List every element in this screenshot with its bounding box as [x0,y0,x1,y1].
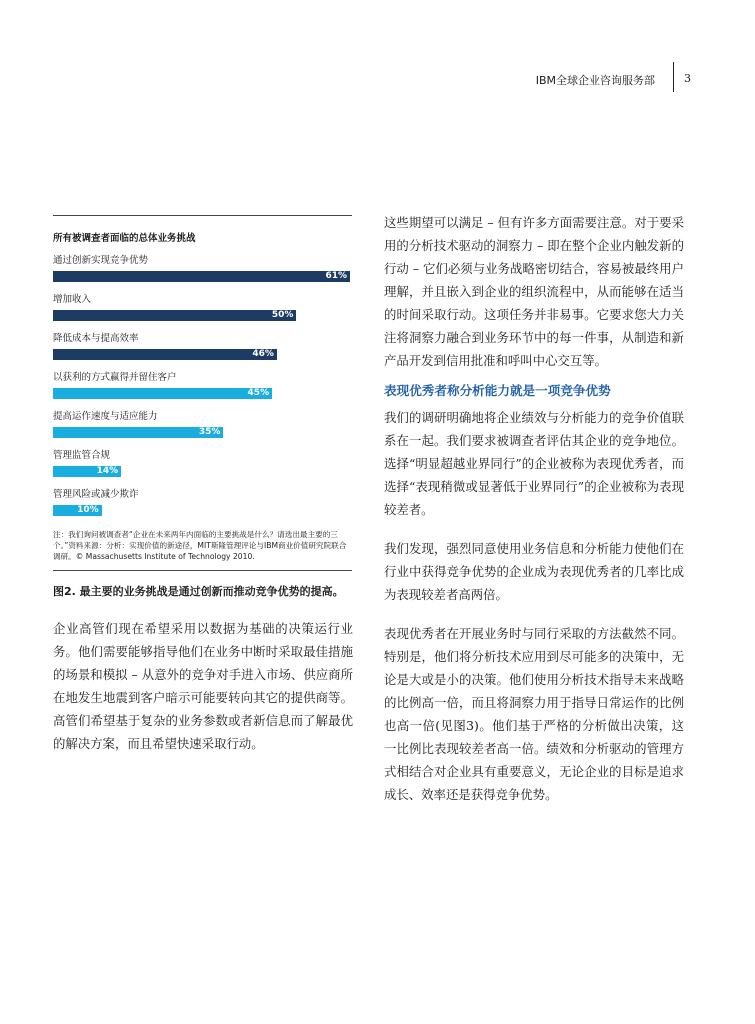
bar-value-label: 14% [96,466,119,476]
chart-bar [53,349,277,360]
category-label: 增加收入 [53,294,92,305]
category-label: 提高运作速度与适应能力 [53,411,158,422]
chart-bar [53,466,121,477]
category-label: 降低成本与提高效率 [53,333,139,344]
right-paragraph-3: 我们发现，强烈同意使用业务信息和分析能力使他们在行业中获得竞争优势的企业成为表现优秀者的几率比成为表现较差者高两倍。 [384,541,684,602]
category-label: 管理风险或减少欺诈 [53,489,139,500]
chart-category-row [53,285,352,324]
right-paragraph-1: 这些期望可以满足 – 但有许多方面需要注意。对于要采用的分析技术驱动的洞察力 – 即在整个企业内触发新的行动 – 它们必须与业务战略密切结合，容易被最终用户理解，并且嵌入到企业的组织流程中，从而能够在适当的时间采取行动。这项任务并非易事。它要求您大力关注将洞察力融合到业务环节中的每一件事，从制造和新产品开发到信用批准和呼叫中心交互等。 [384,215,684,368]
bar-value-label: 10% [77,505,99,515]
chart-category-row [53,402,352,441]
left-body-paragraph: 企业高管们现在希望采用以数据为基础的决策运行业务。他们需要能够指导他们在业务中断时采取最佳措施的场景和模拟 – 从意外的竞争对手进入市场、供应商所在地发生地震到客户暗示可能要转向其它的提供商等。高管们希望基于复杂的业务参数或者新信息而了解最优的解决方案，而且希望快速采取行动。 [53,621,353,751]
chart-category-row [53,441,352,480]
right-column [384,211,684,806]
chart-category-row [53,480,352,519]
figure-caption: 图2. 最主要的业务挑战是通过创新而推动竞争优势的提高。 [53,585,344,598]
chart-note: 注：我们询问被调查者“企业在未来两年内面临的主要挑战是什么？请选出最主要的三个。”资料来源：分析：实现价值的新途径，MIT斯隆管理评论与IBM商业价值研究院联合调研。© Massachusetts Institute of Technology 2010. [53,530,347,561]
bar-value-label: 61% [325,271,347,281]
chart-top-rule [53,215,352,216]
chart-bottom-rule [53,570,352,571]
bar-value-label: 46% [252,349,274,359]
chart-category-row [53,363,352,402]
chart-bar [53,427,223,438]
category-label: 管理监管合规 [53,450,111,461]
department-name: IBM全球企业咨询服务部 [535,74,655,87]
chart-category-row [53,324,352,363]
bar-value-label: 45% [247,388,270,398]
bar-value-label: 50% [271,310,294,320]
right-paragraph-2: 我们的调研明确地将企业绩效与分析能力的竞争价值联系在一起。我们要求被调查者评估其企业的竞争地位。选择“明显超越业界同行”的企业被称为表现优秀者，而选择“表现稍微或显著低于业界同行”的企业被称为表现较差者。 [384,410,684,517]
chart-title: 所有被调查者面临的总体业务挑战 [53,233,196,244]
category-label: 通过创新实现竞争优势 [53,255,149,266]
right-paragraph-4: 表现优秀者在开展业务时与同行采取的方法截然不同。特别是，他们将分析技术应用到尽可能多的决策中，无论是大或是小的决策。他们使用分析技术指导未来战略的比例高一倍，而且将洞察力用于指导日常运作的比例也高一倍(见图3)。他们基于严格的分析做出决策，这一比例比表现较差者高一倍。绩效和分析驱动的管理方式相结合对企业具有重要意义，无论企业的目标是追求成长、效率还是获得竞争优势。 [384,626,684,802]
chart-bar [53,271,350,282]
chart-bar [53,505,102,516]
bar-value-label: 35% [198,427,221,437]
category-label: 以获利的方式赢得并留住客户 [53,372,177,383]
challenges-chart [53,215,352,755]
chart-bars [53,246,352,519]
chart-category-row [53,246,352,285]
chart-bar [53,310,296,321]
section-heading: 表现优秀者称分析能力就是一项竞争优势 [384,383,611,398]
page-header [536,62,691,92]
chart-bar [53,388,272,399]
page-number: 3 [673,62,691,92]
